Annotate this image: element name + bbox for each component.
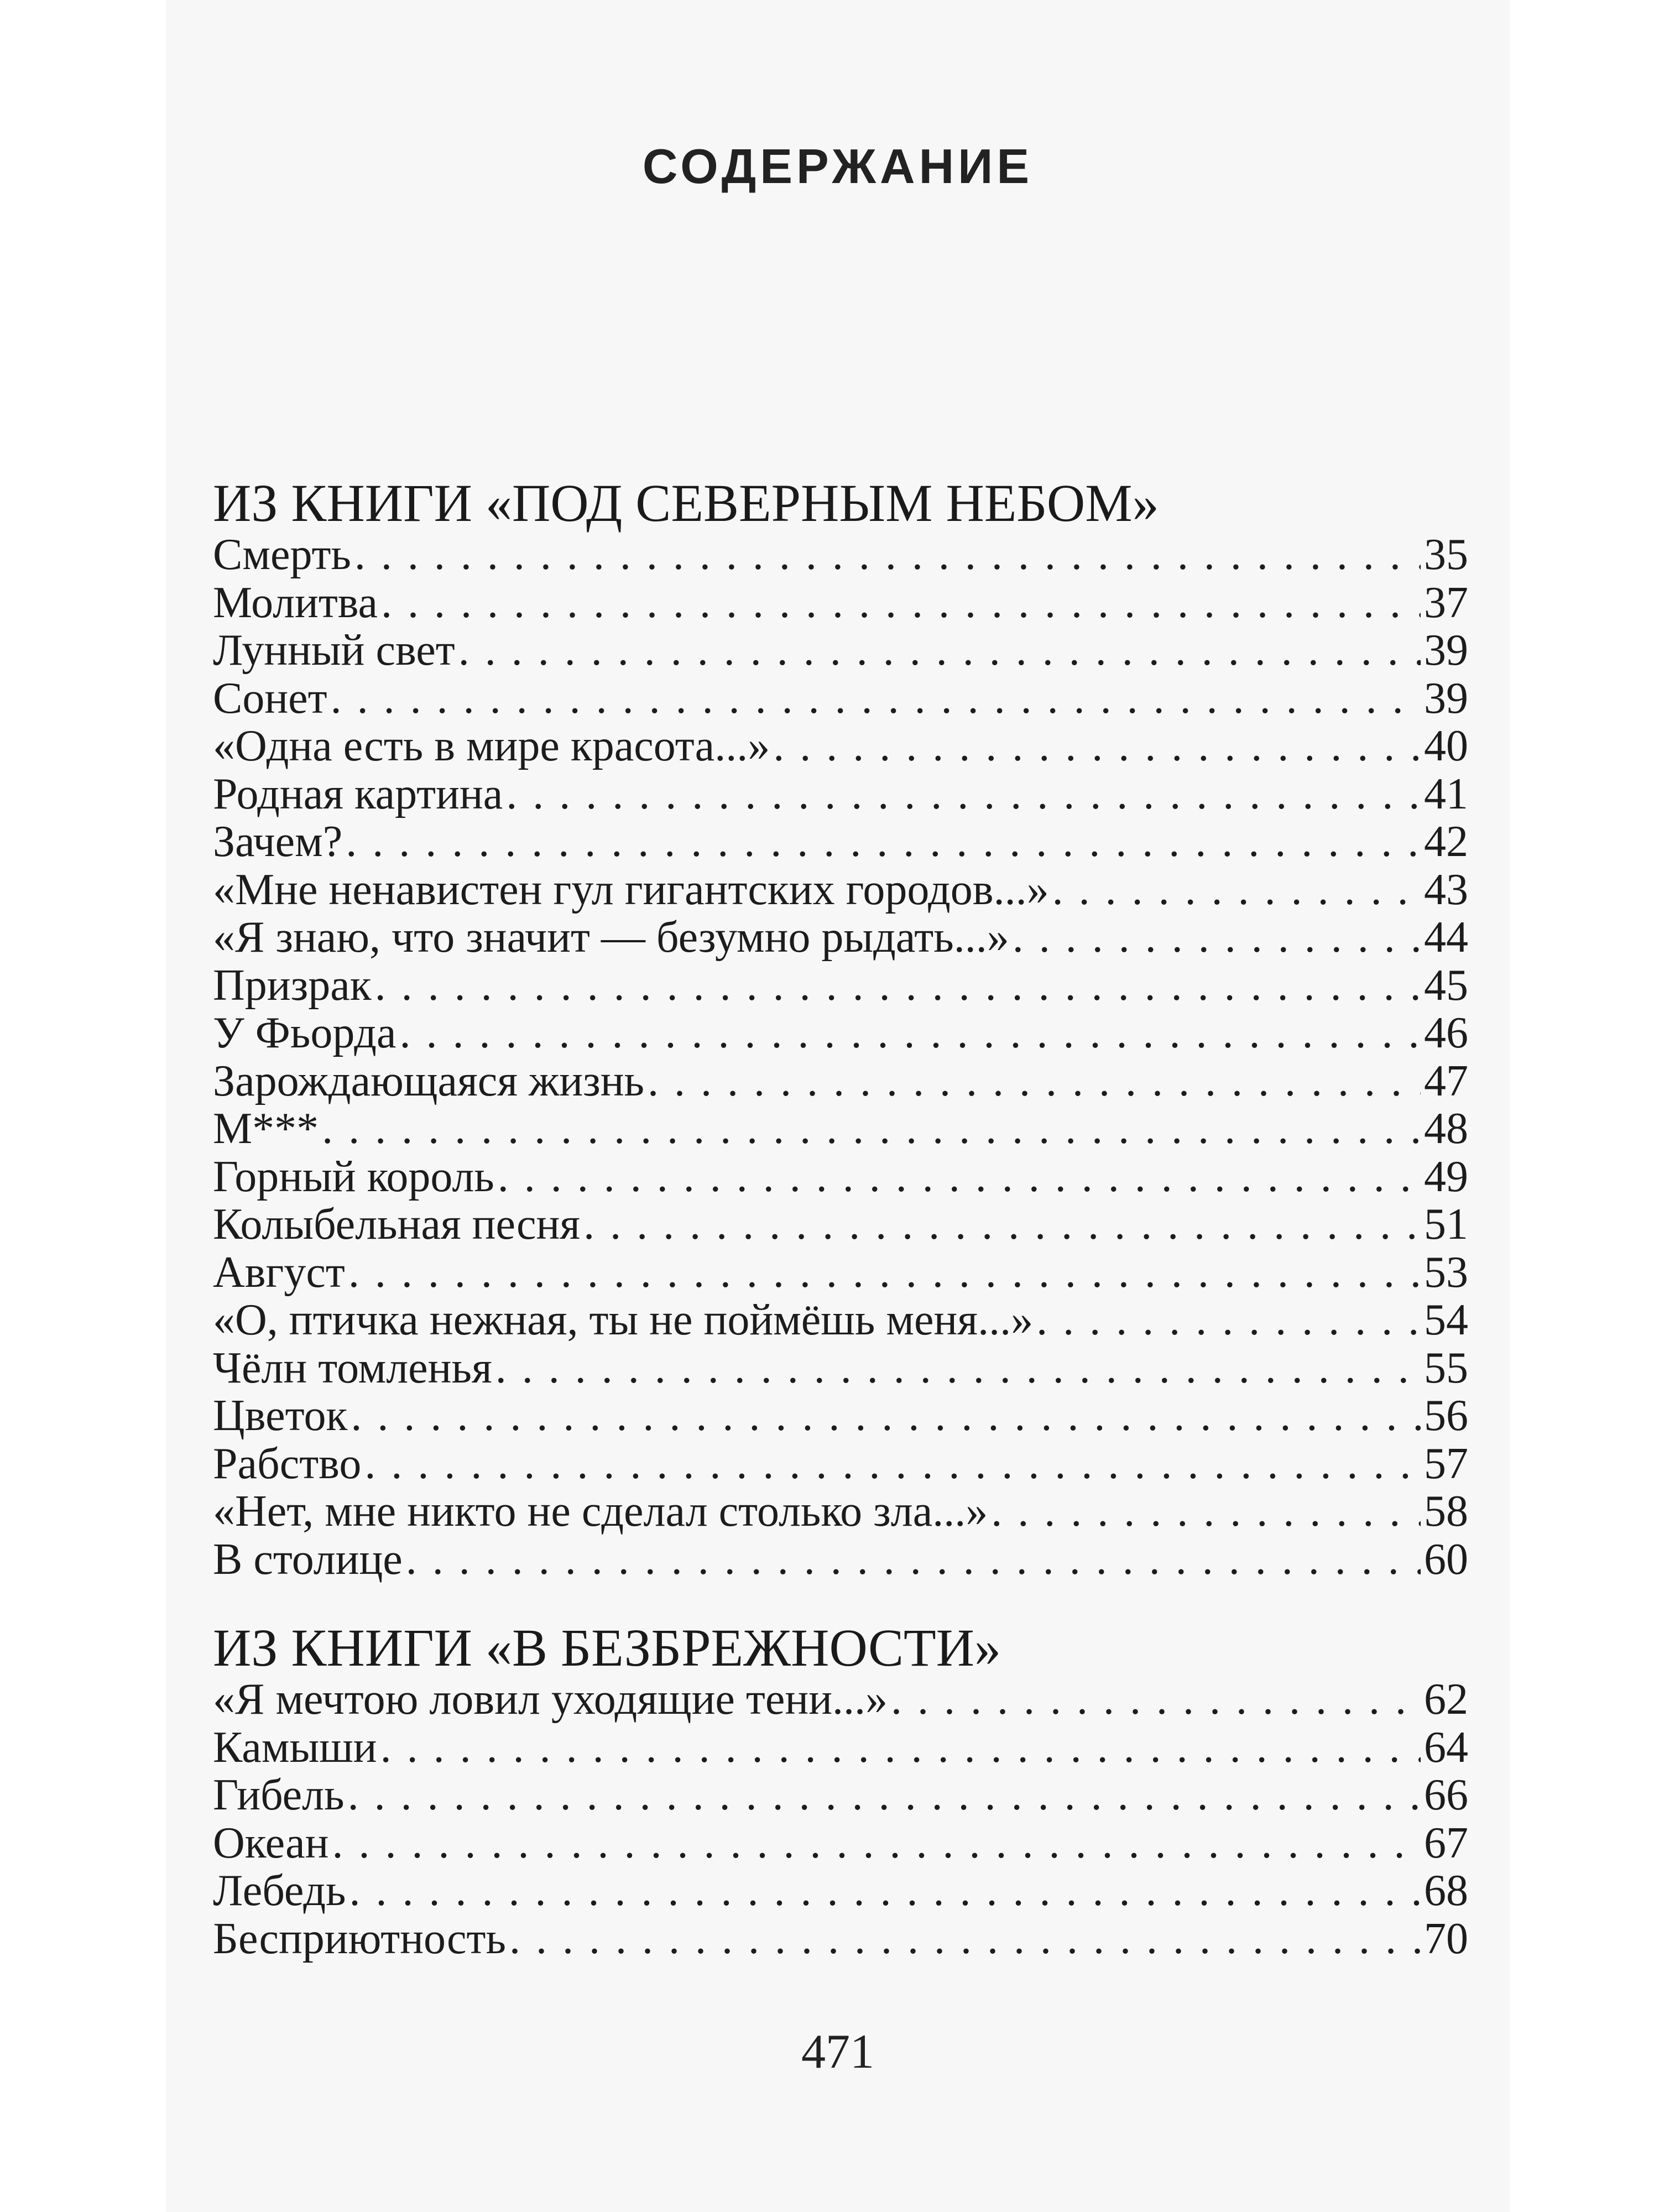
toc-entry-title: Родная картина <box>213 770 503 818</box>
dot-leader <box>498 1153 1421 1201</box>
toc-entry <box>213 1296 1468 1344</box>
toc-entry <box>213 1153 1468 1201</box>
toc-entry-page: 57 <box>1424 1439 1468 1488</box>
toc-entry-page: 45 <box>1424 961 1468 1009</box>
dot-leader <box>406 1536 1421 1584</box>
toc-entry <box>213 1536 1468 1584</box>
toc-section-1 <box>213 473 1468 1583</box>
toc-entry-title: Зачем? <box>213 818 343 866</box>
toc-entry-title: Лунный свет <box>213 627 455 675</box>
toc-entry <box>213 1344 1468 1392</box>
toc-entry-title: Призрак <box>213 961 372 1009</box>
toc-entry-title: Горный король <box>213 1152 494 1201</box>
dot-leader <box>648 1057 1421 1105</box>
toc-entry-page: 49 <box>1424 1152 1468 1201</box>
toc-entry <box>213 866 1468 914</box>
dot-leader <box>583 1201 1421 1249</box>
toc-entry <box>213 1009 1468 1057</box>
toc-entry-page: 68 <box>1424 1867 1468 1915</box>
toc-entry-title: Смерть <box>213 531 351 579</box>
toc-entry-page: 55 <box>1424 1344 1468 1392</box>
toc-entry-page: 39 <box>1424 674 1468 722</box>
dot-leader <box>773 722 1421 770</box>
toc-entry <box>213 1819 1468 1867</box>
toc-entry-page: 66 <box>1424 1771 1468 1819</box>
dot-leader <box>332 1819 1421 1867</box>
toc-entry-page: 58 <box>1424 1488 1468 1536</box>
toc-entry <box>213 1488 1468 1536</box>
page-title: СОДЕРЖАНИЕ <box>642 139 1034 194</box>
toc-entry-page: 35 <box>1424 531 1468 579</box>
toc-entry <box>213 1771 1468 1819</box>
toc-entry-title: Цветок <box>213 1392 348 1440</box>
toc-entry <box>213 1676 1468 1724</box>
toc-entry <box>213 1105 1468 1153</box>
toc-entry-page: 67 <box>1424 1819 1468 1867</box>
dot-leader <box>364 1440 1421 1488</box>
toc-entry-page: 53 <box>1424 1248 1468 1296</box>
toc-entry-title: «Одна есть в мире красота...» <box>213 722 770 770</box>
dot-leader <box>509 1915 1421 1963</box>
toc-entry-title: Зарождающаяся жизнь <box>213 1057 645 1105</box>
dot-leader <box>348 1771 1421 1819</box>
toc-entry-title: М*** <box>213 1105 319 1153</box>
toc-entry-title: Гибель <box>213 1771 345 1819</box>
toc-entry-title: У Фьорда <box>213 1009 397 1057</box>
toc-entry-page: 42 <box>1424 818 1468 866</box>
toc-entry-title: Океан <box>213 1819 329 1867</box>
toc-entry-page: 39 <box>1424 627 1468 675</box>
toc-entry-title: Лебедь <box>213 1867 346 1915</box>
toc-entry <box>213 722 1468 770</box>
dot-leader <box>375 962 1421 1010</box>
dot-leader <box>331 675 1421 723</box>
toc-entry <box>213 531 1468 579</box>
dot-leader <box>506 770 1421 818</box>
toc-entry-title: Рабство <box>213 1439 362 1488</box>
toc-entry <box>213 770 1468 818</box>
toc-entry-title: Молитва <box>213 578 378 627</box>
dot-leader <box>348 1249 1421 1297</box>
toc-entry-page: 41 <box>1424 770 1468 818</box>
toc-entry-page: 40 <box>1424 722 1468 770</box>
dot-leader <box>1036 1296 1421 1344</box>
toc-entry <box>213 914 1468 962</box>
dot-leader <box>495 1344 1421 1392</box>
toc-entry-title: Август <box>213 1248 345 1296</box>
toc-entry-title: «Мне ненавистен гул гигантских городов...» <box>213 865 1049 914</box>
toc-list <box>213 531 1468 1583</box>
dot-leader <box>458 627 1421 675</box>
toc-entry-page: 37 <box>1424 578 1468 627</box>
toc-entry <box>213 1201 1468 1249</box>
dot-leader <box>346 818 1421 866</box>
toc-entry-page: 54 <box>1424 1296 1468 1344</box>
toc-entry <box>213 627 1468 675</box>
toc-entry-title: «Нет, мне никто не сделал столько зла...» <box>213 1488 988 1536</box>
toc-entry <box>213 818 1468 866</box>
dot-leader <box>381 579 1421 627</box>
toc-entry-page: 56 <box>1424 1392 1468 1440</box>
toc-entry-page: 48 <box>1424 1105 1468 1153</box>
toc-entry-page: 44 <box>1424 914 1468 962</box>
dot-leader <box>991 1488 1421 1536</box>
dot-leader <box>354 531 1421 579</box>
dot-leader <box>351 1392 1421 1440</box>
toc-entry <box>213 579 1468 627</box>
toc-entry-page: 43 <box>1424 865 1468 914</box>
toc-entry-page: 46 <box>1424 1009 1468 1057</box>
toc-entry-title: «О, птичка нежная, ты не поймёшь меня...» <box>213 1296 1034 1344</box>
toc-entry-title: «Я знаю, что значит — безумно рыдать...» <box>213 914 1009 962</box>
toc-entry-page: 70 <box>1424 1914 1468 1963</box>
toc-entry-title: Бесприютность <box>213 1914 506 1963</box>
dot-leader <box>891 1676 1421 1724</box>
toc-list <box>213 1676 1468 1963</box>
toc-entry-page: 47 <box>1424 1057 1468 1105</box>
page-number: 471 <box>801 2025 874 2079</box>
book-page <box>166 0 1510 2212</box>
dot-leader <box>322 1105 1421 1153</box>
section-heading: ИЗ КНИГИ «ПОД СЕВЕРНЫМ НЕБОМ» <box>213 473 1159 533</box>
toc-entry <box>213 1724 1468 1772</box>
toc-entry <box>213 1249 1468 1297</box>
toc-entry <box>213 962 1468 1010</box>
toc-entry-title: Чёлн томленья <box>213 1344 492 1392</box>
toc-entry-title: Колыбельная песня <box>213 1201 581 1249</box>
toc-section-2 <box>213 1620 1468 1963</box>
toc-entry-page: 51 <box>1424 1201 1468 1249</box>
dot-leader <box>1052 866 1421 914</box>
toc-entry-page: 64 <box>1424 1723 1468 1771</box>
toc-entry-title: Камыши <box>213 1723 377 1771</box>
toc-entry-page: 60 <box>1424 1535 1468 1583</box>
toc-entry-title: «Я мечтою ловил уходящие тени...» <box>213 1676 888 1724</box>
section-heading: ИЗ КНИГИ «В БЕЗБРЕЖНОСТИ» <box>213 1618 1001 1677</box>
toc-entry <box>213 1915 1468 1963</box>
toc-entry-title: Сонет <box>213 674 327 722</box>
dot-leader <box>1013 914 1421 962</box>
toc-entry <box>213 1867 1468 1915</box>
toc-entry <box>213 1440 1468 1488</box>
dot-leader <box>380 1724 1421 1772</box>
toc-entry-title: В столице <box>213 1535 403 1583</box>
dot-leader <box>399 1009 1421 1057</box>
toc-entry <box>213 675 1468 723</box>
dot-leader <box>349 1867 1421 1915</box>
toc-entry <box>213 1392 1468 1440</box>
toc-entry <box>213 1057 1468 1105</box>
toc-entry-page: 62 <box>1424 1676 1468 1724</box>
